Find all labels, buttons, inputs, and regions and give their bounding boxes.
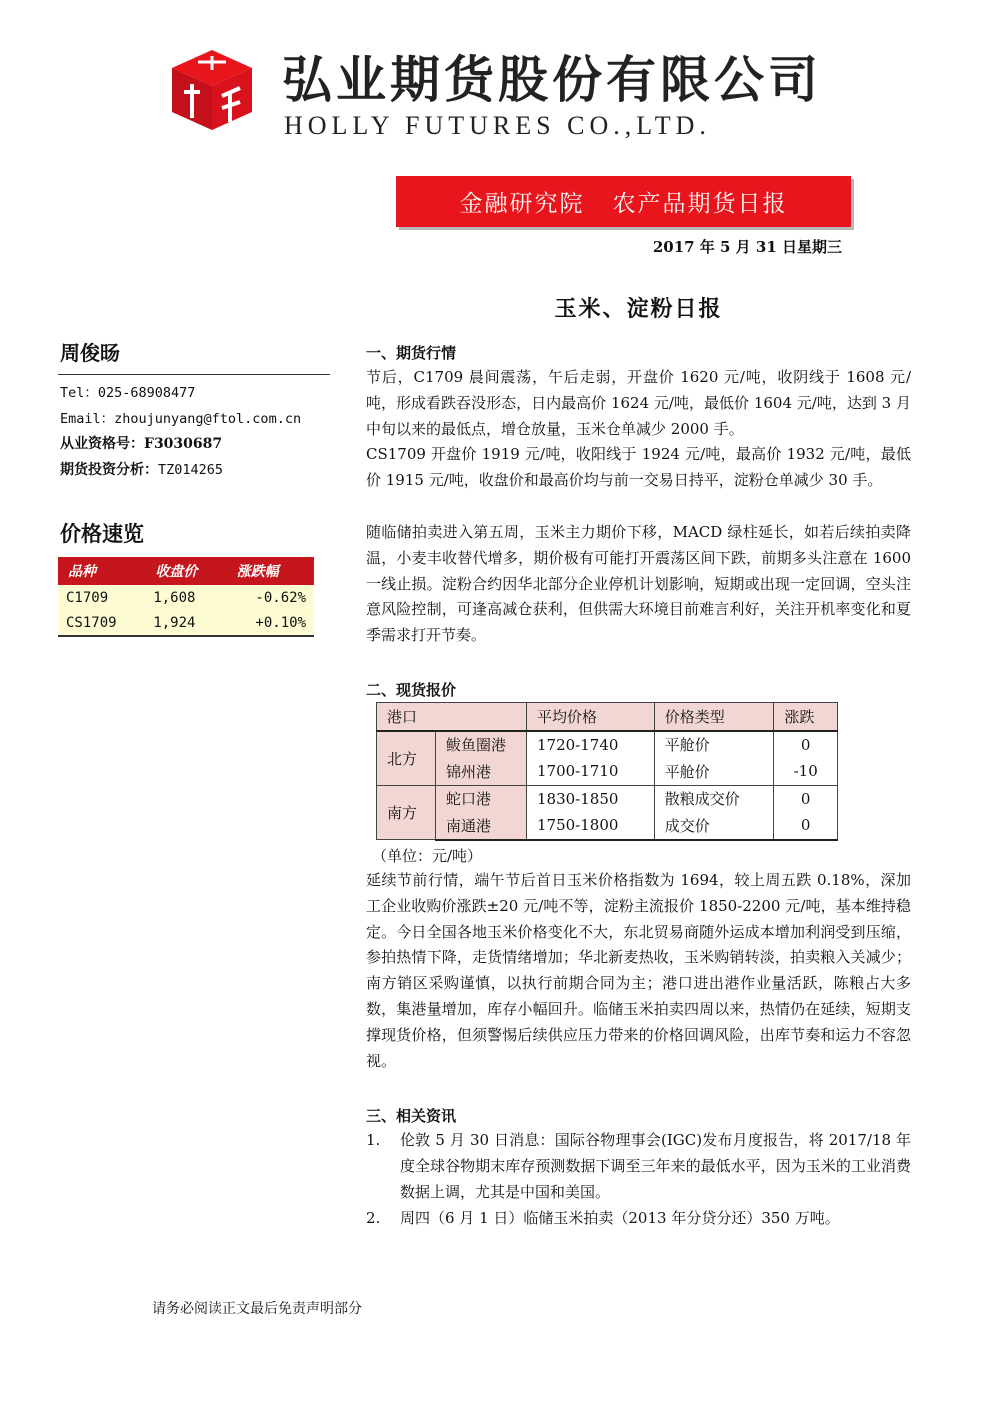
price-cell: 1700-1710 (527, 758, 655, 785)
table-header-row (377, 703, 838, 731)
table-cell: -0.62% (227, 585, 314, 610)
analyst-name: 周俊旸 (60, 341, 120, 365)
analyst-email[interactable]: Email：zhoujunyang@ftol.com.cn (60, 411, 302, 427)
analyst-invest (60, 459, 223, 479)
table-cell: +0.10% (227, 610, 314, 636)
price-cell: 1750-1800 (527, 812, 655, 840)
table-row (377, 758, 838, 785)
news-number: 2. (366, 1209, 381, 1227)
change-cell: 0 (774, 731, 838, 759)
section-heading-futures: 一、期货行情 (366, 344, 457, 362)
paragraph: CS1709 开盘价 1919 元/吨，收阳线于 1924 元/吨，最高价 1932 元/吨，最低价 1915 元/吨，收盘价和最高价均与前一交易日持平，淀粉仓单减少 30 手。 (366, 445, 911, 489)
analyst-tel: Tel：025-68908477 (60, 385, 196, 401)
table-row (377, 731, 838, 759)
news-number: 1. (366, 1131, 381, 1149)
table-cell: 1,924 (145, 610, 226, 636)
price-cell: 1720-1740 (527, 731, 655, 759)
table-cell: 1,608 (145, 585, 226, 610)
invest-number: TZ014265 (158, 462, 224, 478)
col-header: 品种 (58, 557, 145, 585)
col-header: 平均价格 (527, 703, 655, 731)
disclaimer-note: 请务必阅读正文最后免责声明部分 (152, 1301, 362, 1317)
invest-label: 期货投资分析： (60, 462, 158, 478)
col-header: 港口 (377, 703, 527, 731)
port-cell: 鲅鱼圈港 (436, 731, 527, 759)
section-heading-spot: 二、现货报价 (366, 681, 457, 699)
col-header: 涨跌幅 (227, 557, 314, 585)
report-banner (396, 176, 851, 227)
banner-report-type: 农产品期货日报 (612, 191, 788, 217)
company-name-cn: 弘业期货股份有限公司 (282, 50, 822, 109)
port-cell: 蛇口港 (436, 785, 527, 812)
col-header: 涨跌 (774, 703, 838, 731)
section-heading-news: 三、相关资讯 (366, 1107, 457, 1125)
change-cell: -10 (774, 758, 838, 785)
unit-note: （单位：元/吨） (372, 847, 483, 865)
company-name-en: HOLLY FUTURES CO.,LTD. (284, 111, 711, 140)
type-cell: 散粮成交价 (654, 785, 774, 812)
type-cell: 平舱价 (654, 758, 774, 785)
type-cell: 成交价 (654, 812, 774, 840)
price-overview-table (58, 557, 314, 637)
change-cell: 0 (774, 812, 838, 840)
col-header: 价格类型 (654, 703, 774, 731)
report-date: 2017 年 5 月 31 日星期三 (652, 238, 842, 256)
cert-label: 从业资格号： (60, 436, 144, 452)
report-title: 玉米、淀粉日报 (554, 296, 723, 322)
analyst-cert (60, 433, 222, 453)
company-logo-icon (170, 48, 254, 132)
table-row (58, 585, 314, 610)
news-item: 伦敦 5 月 30 日消息：国际谷物理事会(IGC)发布月度报告，将 2017/18 年度全球谷物期末库存预测数据下调至三年来的最低水平，因为玉米的工业消费数据上调，尤其是中国和美国。 (400, 1131, 911, 1201)
port-cell: 锦州港 (436, 758, 527, 785)
table-row (377, 812, 838, 840)
table-row (58, 610, 314, 636)
price-cell: 1830-1850 (527, 785, 655, 812)
table-header-row (58, 557, 314, 585)
spot-price-table (376, 702, 838, 841)
change-cell: 0 (774, 785, 838, 812)
cert-number: F3030687 (144, 436, 223, 452)
banner-institute: 金融研究院 (459, 191, 585, 217)
region-cell: 南方 (377, 785, 436, 840)
news-item: 周四（6 月 1 日）临储玉米拍卖（2013 年分贷分还）350 万吨。 (400, 1209, 840, 1227)
table-cell: C1709 (58, 585, 145, 610)
paragraph: 延续节前行情，端午节后首日玉米价格指数为 1694，较上周五跌 0.18%，深加工企业收购价涨跌±20 元/吨不等，淀粉主流报价 1850-2200 元/吨，基本维持稳定。今日全国各地玉米价格变化不大，东北贸易商随外运成本增加利润受到压缩，参拍热情下降，走货情绪增加；华北新麦热收，玉米购销转淡，拍卖粮入关减少；南方销区采购谨慎，以执行前期合同为主；港口进出港作业量活跃，陈粮占大多数，集港量增加，库存小幅回升。临储玉米拍卖四周以来，热情仍在延续，短期支撑现货价格，但须警惕后续供应压力带来的价格回调风险，出库节奏和运力不容忽视。 (366, 871, 911, 1070)
col-header: 收盘价 (145, 557, 226, 585)
divider (58, 374, 330, 375)
port-cell: 南通港 (436, 812, 527, 840)
table-cell: CS1709 (58, 610, 145, 636)
table-row (377, 785, 838, 812)
paragraph: 随临储拍卖进入第五周，玉米主力期价下移，MACD 绿柱延长，如若后续拍卖降温，小麦丰收替代增多，期价极有可能打开震荡区间下跌，前期多头注意在 1600 一线止损。淀粉合约因华北部分企业停机计划影响，短期或出现一定回调，空头注意风险控制，可逢高减仓获利，但供需大环境目前难言利好，关注开机率变化和夏季需求打开节奏。 (366, 523, 911, 645)
type-cell: 平舱价 (654, 731, 774, 759)
region-cell: 北方 (377, 731, 436, 786)
price-overview-title: 价格速览 (60, 521, 144, 546)
paragraph: 节后，C1709 晨间震荡，午后走弱，开盘价 1620 元/吨，收阴线于 1608 元/吨，形成看跌吞没形态，日内最高价 1624 元/吨，最低价 1604 元/吨，达到 3 月中旬以来的最低点，增仓放量，玉米仓单减少 2000 手。 (366, 368, 911, 438)
